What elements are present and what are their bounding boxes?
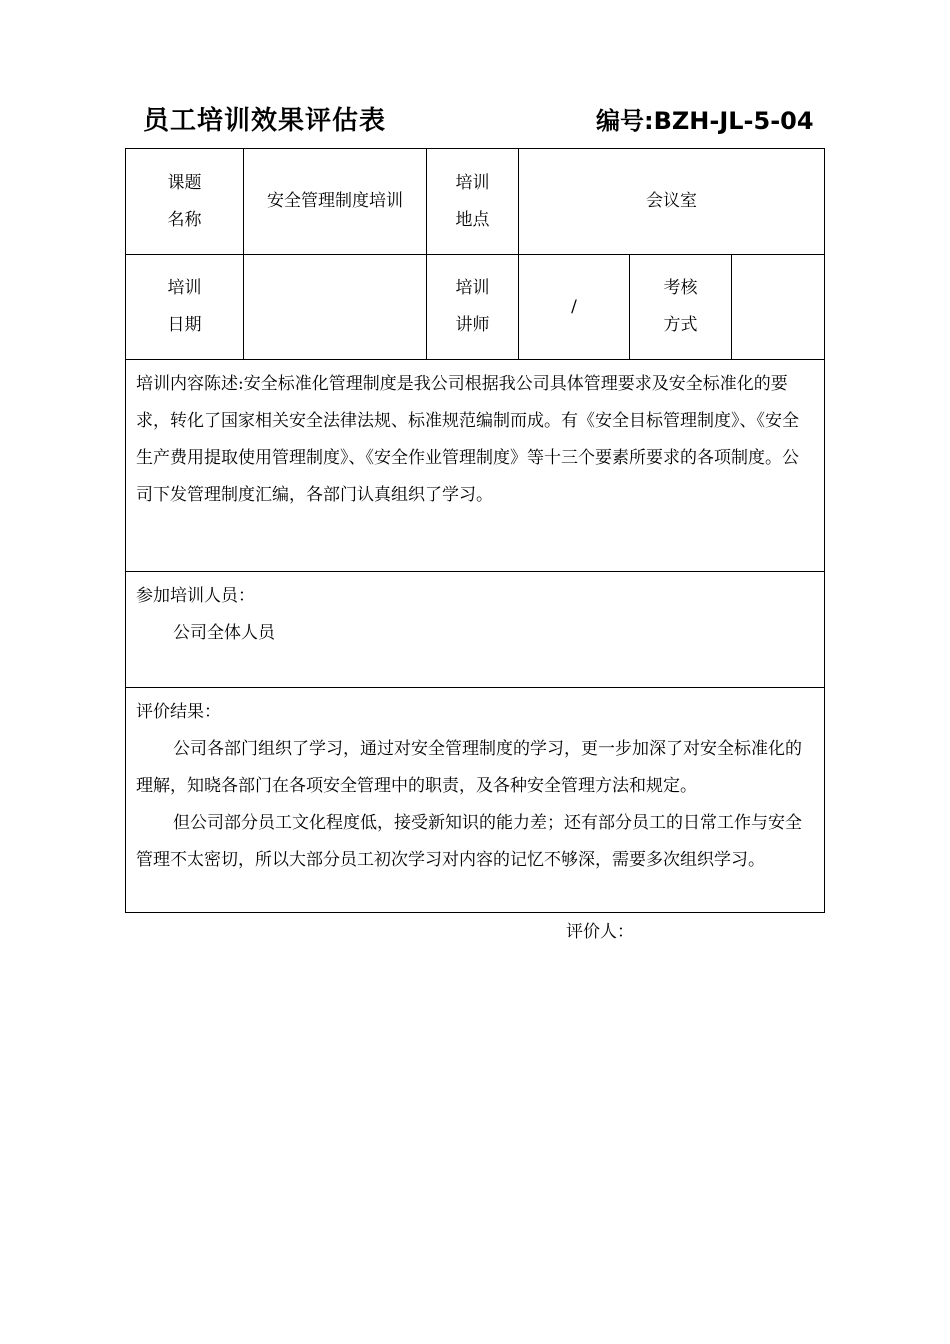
participants-value: 公司全体人员 (173, 623, 275, 643)
date-label-cell (125, 254, 244, 360)
topic-label-line2: 名称 (167, 209, 202, 230)
teacher-label-cell (426, 254, 519, 360)
teacher-label-line1: 培训 (455, 278, 490, 298)
evaluation-paragraph-1: 公司各部门组织了学习，通过对安全管理制度的学习，更一步加深了对安全标准化的理解，知晓各部门在各项安全管理中的职责，及各种安全管理方法和规定。 (136, 739, 802, 796)
teacher-label-line2: 讲师 (455, 315, 490, 335)
exam-value-cell[interactable] (731, 254, 825, 360)
teacher-value-cell[interactable] (518, 254, 630, 360)
evaluation-paragraph-2: 但公司部分员工文化程度低，接受新知识的能力差；还有部分员工的日常工作与安全管理不太密切，所以大部分员工初次学习对内容的记忆不够深，需要多次组织学习。 (136, 813, 802, 870)
evaluation-form (125, 148, 825, 913)
exam-label-line1: 考核 (663, 278, 698, 298)
form-code: 编号:BZH-JL-5-04 (596, 107, 814, 135)
participants-label: 参加培训人员： (136, 586, 255, 606)
content-text: 培训内容陈述:安全标准化管理制度是我公司根据我公司具体管理要求及安全标准化的要求，转化了国家相关安全法律法规、标准规范编制而成。有《安全目标管理制度》、《安全生产费用提取使用管理制度》、《安全作业管理制度》等十三个要素所要求的各项制度。公司下发管理制度汇编，各部门认真组织了学习。 (136, 374, 799, 505)
evaluation-cell[interactable] (125, 687, 825, 913)
content-cell[interactable] (125, 359, 825, 572)
participants-cell[interactable] (125, 571, 825, 688)
topic-label-cell (125, 148, 244, 255)
exam-label-line2: 方式 (663, 315, 698, 335)
exam-label-cell (629, 254, 732, 360)
place-label-cell (426, 148, 519, 255)
evaluator-label: 评价人： (566, 922, 634, 942)
date-label-line1: 培训 (167, 278, 202, 298)
topic-value: 安全管理制度培训 (267, 191, 403, 211)
date-label-line2: 日期 (167, 315, 202, 335)
date-value-cell[interactable] (243, 254, 427, 360)
topic-value-cell[interactable] (243, 148, 427, 255)
form-title: 员工培训效果评估表 (143, 106, 387, 136)
place-value-cell[interactable] (518, 148, 825, 255)
topic-label-line1: 课题 (167, 172, 202, 193)
teacher-value: / (571, 296, 577, 317)
place-label-line2: 地点 (455, 209, 490, 230)
place-label-line1: 培训 (455, 172, 490, 193)
place-value: 会议室 (646, 191, 697, 211)
evaluation-label: 评价结果： (136, 702, 221, 722)
